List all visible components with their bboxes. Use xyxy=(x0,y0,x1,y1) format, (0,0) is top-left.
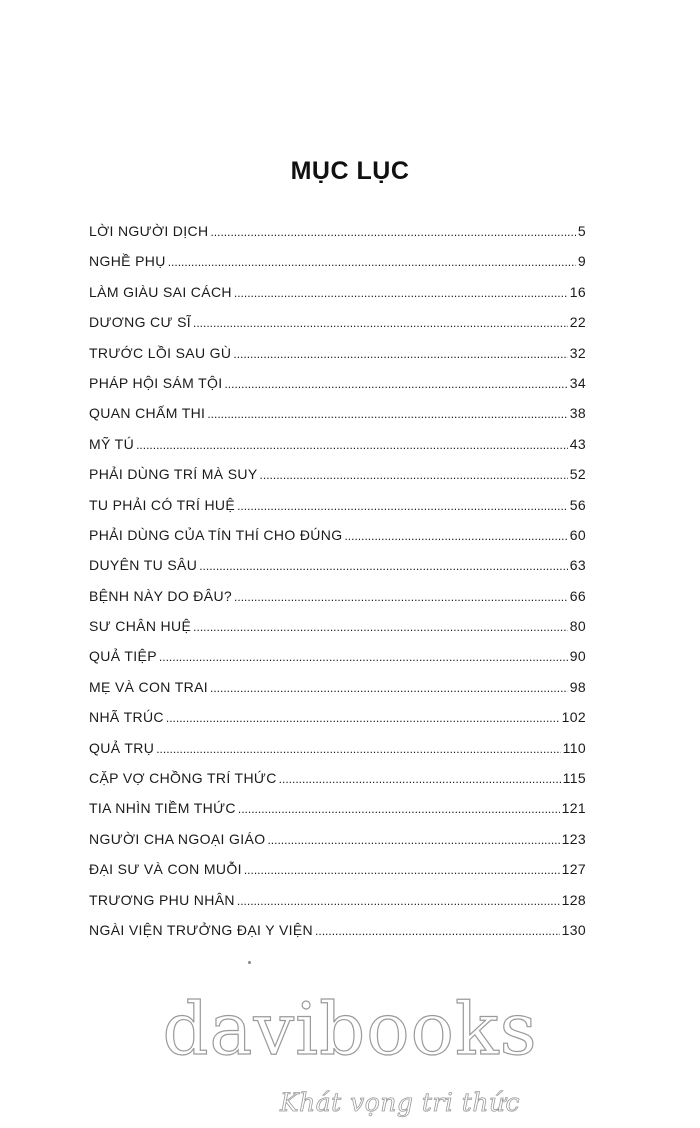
toc-leader-dots xyxy=(193,314,568,330)
toc-entry-title: SƯ CHÂN HUỆ xyxy=(89,618,192,635)
toc-leader-dots xyxy=(279,770,561,786)
toc-leader-dots xyxy=(156,740,560,756)
toc-entry xyxy=(89,740,586,770)
toc-leader-dots xyxy=(168,253,576,269)
toc-entry xyxy=(89,314,586,344)
toc-leader-dots xyxy=(234,588,568,604)
toc-entry-page: 128 xyxy=(561,891,586,908)
toc-entry xyxy=(89,557,586,587)
toc-entry-title: NHÃ TRÚC xyxy=(89,709,164,726)
toc-entry-page: 22 xyxy=(569,314,586,331)
toc-entry-page: 115 xyxy=(562,770,586,787)
toc-entry xyxy=(89,466,586,496)
toc-entry xyxy=(89,648,586,678)
toc-entry-page: 56 xyxy=(569,496,586,513)
toc-entry-title: MẸ VÀ CON TRAI xyxy=(89,678,208,695)
toc-entry-title: TU PHẢI CÓ TRÍ HUỆ xyxy=(89,496,236,513)
toc-entry-page: 127 xyxy=(561,861,586,878)
toc-entry-title: QUẢ TRỤ xyxy=(89,739,155,756)
toc-entry-page: 60 xyxy=(569,526,586,543)
toc-entry-title: MỸ TÚ xyxy=(89,435,135,452)
toc-entry-title: NGÀI VIỆN TRƯỞNG ĐẠI Y VIỆN xyxy=(89,921,314,938)
toc-entry-page: 130 xyxy=(561,921,586,938)
toc-entry xyxy=(89,497,586,527)
toc-leader-dots xyxy=(237,892,560,908)
page-title: MỤC LỤC xyxy=(290,157,410,185)
toc-entry-page: 32 xyxy=(569,344,586,361)
toc-entry-title: CẶP VỢ CHỒNG TRÍ THỨC xyxy=(89,770,277,787)
toc-leader-dots xyxy=(234,284,568,300)
toc-entry-page: 123 xyxy=(561,830,586,847)
toc-entry xyxy=(89,770,586,800)
toc-leader-dots xyxy=(233,345,567,361)
toc-entry-page: 38 xyxy=(569,405,586,422)
toc-leader-dots xyxy=(210,223,575,239)
toc-leader-dots xyxy=(244,861,560,877)
toc-entry-page: 43 xyxy=(569,435,586,452)
toc-entry xyxy=(89,345,586,375)
toc-entry-page: 80 xyxy=(569,618,586,635)
toc-leader-dots xyxy=(210,679,568,695)
toc-leader-dots xyxy=(237,497,568,513)
toc-entry-page: 121 xyxy=(561,800,586,817)
toc-entry xyxy=(89,588,586,618)
toc-entry xyxy=(89,375,586,405)
toc-entry-title: TRƯƠNG PHU NHÂN xyxy=(89,891,235,908)
toc-entry xyxy=(89,253,586,283)
toc-entry xyxy=(89,284,586,314)
toc-leader-dots xyxy=(199,557,568,573)
toc-entry xyxy=(89,861,586,891)
watermark-logo: davibooks xyxy=(162,987,538,1071)
toc-leader-dots xyxy=(224,375,567,391)
toc-entry-page: 9 xyxy=(577,253,586,270)
toc-entry-page: 98 xyxy=(569,678,586,695)
toc-leader-dots xyxy=(267,831,559,847)
toc-entry-page: 16 xyxy=(569,283,586,300)
toc-entry xyxy=(89,405,586,435)
toc-entry xyxy=(89,831,586,861)
toc-leader-dots xyxy=(260,466,568,482)
toc-entry xyxy=(89,223,586,253)
toc-leader-dots xyxy=(166,709,560,725)
toc-leader-dots xyxy=(207,405,567,421)
watermark-slogan: Khát vọng tri thức xyxy=(279,1088,521,1117)
toc-entry-title: LỜI NGƯỜI DỊCH xyxy=(89,223,209,239)
toc-entry-title: PHẢI DÙNG CỦA TÍN THÍ CHO ĐÚNG xyxy=(89,526,343,543)
toc-leader-dots xyxy=(315,922,560,938)
toc-entry-page: 102 xyxy=(561,709,586,726)
toc-entry xyxy=(89,892,586,922)
toc-entry-title: BỆNH NÀY DO ĐÂU? xyxy=(89,587,233,604)
toc-entry-title: DƯƠNG CƯ SĨ xyxy=(89,314,191,331)
toc-leader-dots xyxy=(159,648,568,664)
table-of-contents xyxy=(89,223,586,952)
toc-entry-page: 66 xyxy=(569,587,586,604)
toc-entry-page: 110 xyxy=(562,739,586,756)
toc-entry-title: NGƯỜI CHA NGOẠI GIÁO xyxy=(89,830,266,847)
toc-entry-page: 34 xyxy=(569,374,586,391)
toc-entry-title: TRƯỚC LỒI SAU GÙ xyxy=(89,344,232,361)
toc-entry-page: 52 xyxy=(569,466,586,483)
toc-entry-title: PHẢI DÙNG TRÍ MÀ SUY xyxy=(89,466,258,483)
toc-entry-title: QUẢ TIỆP xyxy=(89,648,157,665)
toc-entry-title: QUAN CHẤM THI xyxy=(89,405,206,422)
toc-entry-title: PHÁP HỘI SÁM TỘI xyxy=(89,374,223,391)
toc-entry xyxy=(89,436,586,466)
toc-entry xyxy=(89,800,586,830)
toc-entry-title: TIA NHÌN TIỀM THỨC xyxy=(89,800,236,817)
toc-leader-dots xyxy=(193,618,568,634)
toc-entry-page: 5 xyxy=(577,223,586,239)
toc-entry-title: ĐẠI SƯ VÀ CON MUỖI xyxy=(89,861,242,878)
toc-entry-title: NGHỀ PHỤ xyxy=(89,253,166,270)
toc-leader-dots xyxy=(136,436,568,452)
scan-speck xyxy=(248,961,251,964)
toc-entry xyxy=(89,922,586,952)
toc-entry-page: 63 xyxy=(569,557,586,574)
toc-entry-page: 90 xyxy=(569,648,586,665)
toc-entry-title: DUYÊN TU SÂU xyxy=(89,557,198,574)
toc-entry xyxy=(89,679,586,709)
toc-leader-dots xyxy=(344,527,567,543)
toc-entry xyxy=(89,527,586,557)
toc-entry xyxy=(89,709,586,739)
toc-leader-dots xyxy=(238,800,560,816)
toc-entry-title: LÀM GIÀU SAI CÁCH xyxy=(89,283,232,300)
toc-entry xyxy=(89,618,586,648)
